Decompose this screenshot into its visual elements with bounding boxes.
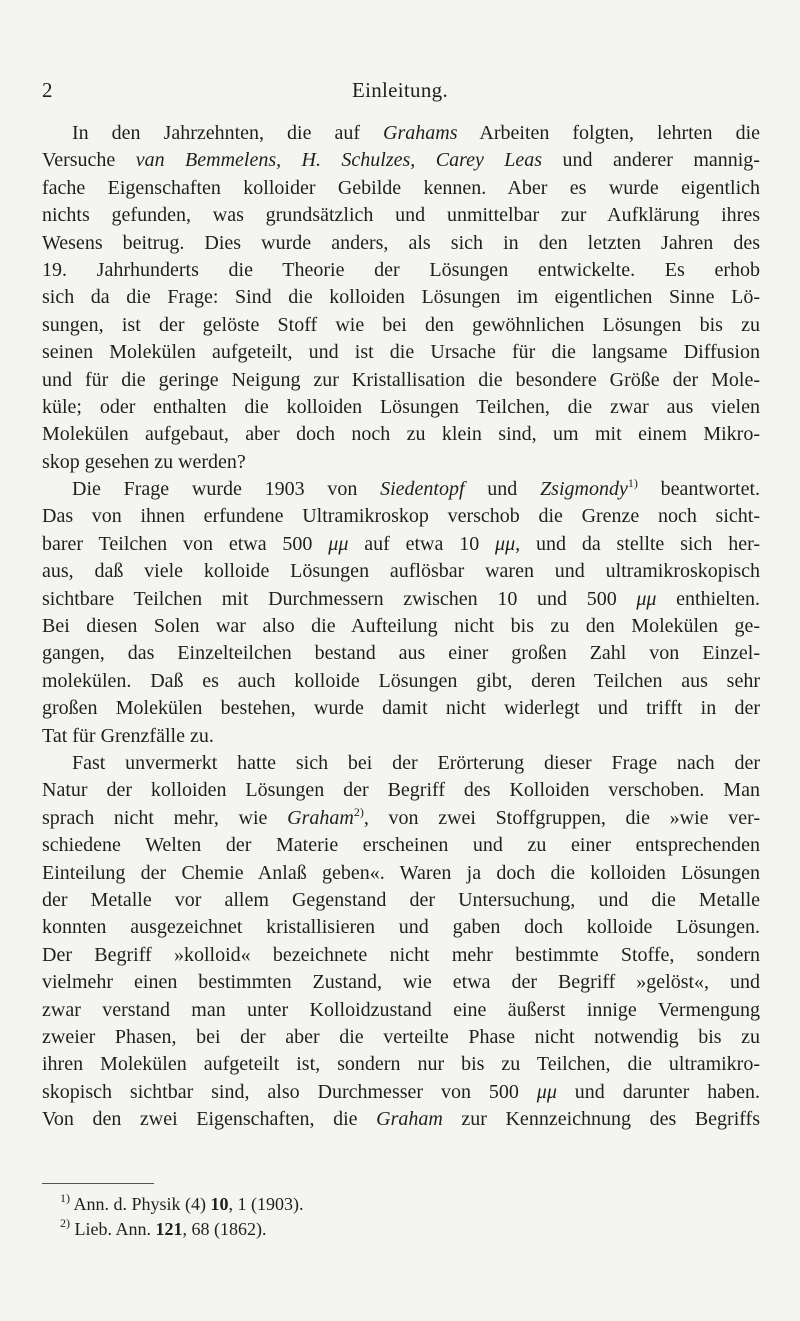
text-line: konnten ausgezeichnet kristallisieren und gaben doch kolloide Lösungen. — [42, 916, 760, 939]
text-line: Natur der kolloiden Lösungen der Begriff des Kolloiden verschoben. Man — [42, 779, 760, 802]
text-line: vielmehr einen bestimmten Zustand, wie etwa der Begriff »gelöst«, und — [42, 971, 760, 994]
footnotes — [60, 1192, 304, 1242]
volume-number: 121 — [155, 1219, 183, 1239]
footnote-ref: 2) — [353, 804, 364, 819]
text-line: skop gesehen zu werden? — [42, 450, 246, 473]
text-line: Versuche van Bemmelens, H. Schulzes, Carey Leas und anderer mannig- — [42, 149, 760, 172]
text-line: und für die geringe Neigung zur Kristallisation die besondere Größe der Mole- — [42, 368, 760, 391]
text-line: In den Jahrzehnten, die auf Grahams Arbeiten folgten, lehrten die — [72, 122, 760, 144]
text-line: seinen Molekülen aufgeteilt, und ist die Ursache für die langsame Diffusion — [42, 341, 760, 364]
text-line: großen Molekülen bestehen, wurde damit nicht widerlegt und trifft in der — [42, 697, 760, 720]
text-line: ihren Molekülen aufgeteilt ist, sondern nur bis zu Teilchen, die ultramikro- — [42, 1053, 760, 1076]
text-line: fache Eigenschaften kolloider Gebilde kennen. Aber es wurde eigentlich — [42, 176, 760, 199]
footnote-mark: 2) — [60, 1216, 70, 1230]
text-line: barer Teilchen von etwa 500 μμ auf etwa 10 μμ, und da stellte sich her- — [42, 532, 761, 555]
text-line: Fast unvermerkt hatte sich bei der Erörterung dieser Frage nach der — [72, 751, 760, 774]
text-line: sich da die Frage: Sind die kolloiden Lösungen im eigentlichen Sinne Lö- — [42, 286, 760, 309]
footnote-mark: 1) — [60, 1191, 70, 1205]
running-head: Einleitung. — [351, 78, 449, 102]
text-line: Tat für Grenzfälle zu. — [42, 724, 214, 747]
footnote-ref: 1) — [627, 476, 638, 491]
footnote: $^{2)}$ Lieb. Ann. 121, 68 (1862). — [60, 1216, 267, 1239]
text-line: Molekülen aufgebaut, aber doch noch zu klein sind, um mit einem Mikro- — [42, 423, 760, 446]
text-line: 19. Jahrhunderts die Theorie der Lösungen entwickelte. Es erhob — [42, 258, 760, 281]
text-line: Von den zwei Eigenschaften, die Graham zur Kennzeichnung des Begriffs — [42, 1108, 760, 1131]
footnote: $^{1)}$ Ann. d. Physik (4) 10, 1 (1903). — [60, 1191, 304, 1214]
text-line: schiedene Welten der Materie erscheinen und zu einer entsprechenden — [42, 834, 760, 857]
text-line: zweier Phasen, bei der aber die verteilte Phase nicht notwendig bis zu — [42, 1025, 760, 1048]
text-line: der Metalle vor allem Gegenstand der Untersuchung, und die Metalle — [42, 888, 760, 911]
text-line: Das von ihnen erfundene Ultramikroskop verschob die Grenze noch sicht- — [42, 505, 760, 528]
text-line: küle; oder enthalten die kolloiden Lösungen Teilchen, die zwar aus vielen — [42, 395, 760, 418]
text-line: skopisch sichtbar sind, also Durchmesser von 500 μμ und darunter haben. — [42, 1080, 761, 1103]
text-line: molekülen. Daß es auch kolloide Lösungen gibt, deren Teilchen aus sehr — [42, 669, 760, 692]
text-line: sungen, ist der gelöste Stoff wie bei den gewöhnlichen Lösungen bis zu — [42, 313, 760, 336]
text-line: Bei diesen Solen war also die Aufteilung nicht bis zu den Molekülen ge- — [42, 615, 760, 638]
text-line: sichtbare Teilchen mit Durchmessern zwischen 10 und 500 μμ enthielten. — [42, 587, 760, 610]
footnote-rule — [42, 1183, 154, 1184]
text-line: gangen, das Einzelteilchen bestand aus einer großen Zahl von Einzel- — [42, 642, 760, 665]
text-line: Einteilung der Chemie Anlaß geben«. Waren ja doch die kolloiden Lösungen — [42, 861, 760, 884]
text-line: Wesens beitrug. Dies wurde anders, als sich in den letzten Jahren des — [42, 231, 760, 254]
text-line: zwar verstand man unter Kolloidzustand eine äußerst innige Vermengung — [42, 998, 760, 1021]
text-line: Die Frage wurde 1903 von Siedentopf und Zsigmondy$^{1)}$ beantwortet. — [72, 476, 761, 501]
text-line: Der Begriff »kolloid« bezeichnete nicht mehr bestimmte Stoffe, sondern — [42, 943, 760, 966]
text-line: aus, daß viele kolloide Lösungen auflösbar waren und ultramikroskopisch — [42, 560, 760, 583]
text-line: nichts gefunden, was grundsätzlich und unmittelbar zur Aufklärung ihres — [42, 204, 760, 227]
volume-number: 10 — [210, 1194, 229, 1214]
page-number: 2 — [42, 78, 53, 102]
text-line: sprach nicht mehr, wie Graham$^{2)}$, von zwei Stoffgruppen, die »wie ver- — [42, 804, 761, 829]
body-text — [42, 120, 760, 1133]
